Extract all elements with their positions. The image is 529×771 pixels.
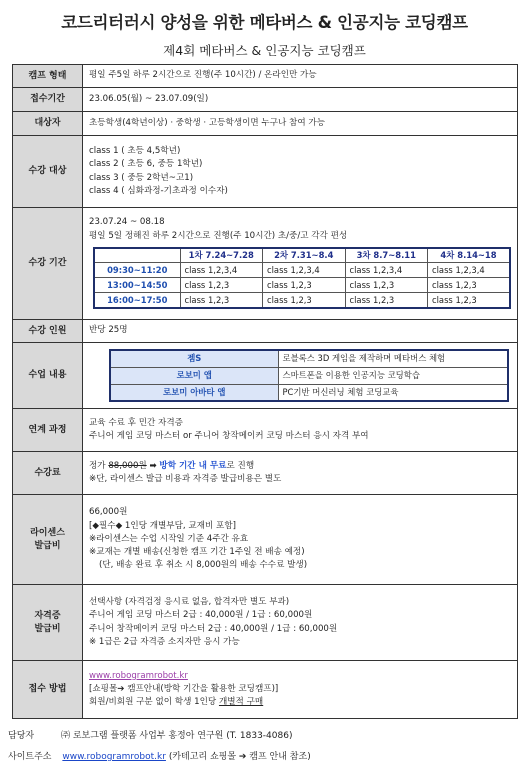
schedule-cell: class 1,2,3,4 (180, 263, 263, 278)
target-value: 초등학생(4학년이상) · 중학생 · 고등학생이면 누구나 참여 가능 (89, 117, 325, 128)
class-item: class 2 ( 초등 6, 중등 1학년) (89, 159, 203, 170)
schedule-header: 2차 7.31~8.4 (263, 248, 346, 263)
schedule-table (93, 247, 511, 309)
schedule-row (94, 293, 510, 308)
form-value: 평일 주5일 하루 2시간으로 진행(주 10시간) / 온라인만 가능 (89, 70, 317, 81)
cert-line: 선택사항 (자격검정 응시료 없음, 합격자만 별도 부과) (89, 596, 290, 607)
license-line: (단, 배송 완료 후 취소 시 8,000원의 배송 수수료 발생) (99, 560, 308, 571)
cert-label-line: 발급비 (34, 623, 61, 634)
apply-label: 접수 방법 (13, 661, 83, 719)
fee-suffix: 로 진행 (226, 460, 255, 471)
license-line: [◆필수◆ 1인당 개별부담, 교재비 포함] (89, 520, 236, 531)
schedule-cell: class 1,2,3 (428, 293, 511, 308)
apply-line-underlined: 개별적 구매 (218, 697, 264, 708)
license-label-line: 발급비 (34, 540, 61, 551)
site-link[interactable]: www.robogramrobot.kr (62, 752, 166, 762)
license-line: ※라이센스는 수업 시작일 기준 4주간 유효 (89, 533, 249, 544)
apply-line (89, 696, 511, 709)
cert-label (13, 585, 83, 661)
fee-original-price: 88,000원 (108, 460, 147, 471)
period-label: 접수기간 (13, 88, 83, 112)
contact-value: ㈜ 로보그램 플랫폼 사업부 홍정아 연구원 (T. 1833-4086) (60, 731, 293, 741)
capacity-label: 수강 인원 (13, 320, 83, 343)
schedule-cell: class 1,2,3,4 (345, 263, 428, 278)
schedule-header: 1차 7.24~7.28 (180, 248, 263, 263)
license-line: 66,000원 (89, 507, 128, 518)
linked-line: 교육 수료 후 민간 자격증 (89, 417, 183, 428)
schedule-label: 수강 기간 (13, 208, 83, 320)
capacity-value: 반당 25명 (89, 325, 128, 336)
schedule-cell: class 1,2,3 (263, 278, 346, 293)
fee-free-highlight: 방학 기간 내 무료 (159, 460, 227, 471)
class-item: class 3 ( 중등 2학년~고1) (89, 172, 194, 183)
site-note: (카테고리 쇼핑몰 ➔ 캠프 안내 참조) (168, 752, 311, 762)
content-row (110, 367, 508, 384)
content-name: 젬S (110, 350, 278, 367)
apply-line-text: 회원/비회원 구분 없이 학생 1인당 (89, 697, 219, 708)
apply-site-link[interactable]: www.robogramrobot.kr (89, 670, 188, 681)
content-row (110, 384, 508, 401)
schedule-cell: class 1,2,3 (263, 293, 346, 308)
license-label (13, 495, 83, 585)
apply-line: [쇼핑몰➔ 캠프안내(방학 기간을 활용한 코딩캠프)] (89, 683, 279, 694)
cert-line: ※ 1급은 2급 자격증 소지자만 응시 가능 (89, 636, 240, 647)
site-label: 사이트주소 (8, 752, 52, 762)
schedule-cell: class 1,2,3,4 (263, 263, 346, 278)
content-row (110, 350, 508, 367)
fee-prefix: 정가 (89, 460, 106, 471)
schedule-row (94, 263, 510, 278)
content-table (109, 349, 509, 402)
schedule-corner (94, 248, 180, 263)
content-desc: 스마트폰을 이용한 인공지능 코딩학습 (278, 367, 508, 384)
class-item: class 1 ( 초등 4,5학년) (89, 145, 181, 156)
camp-info-table (12, 64, 518, 719)
content-name: 로보미 앱 (110, 367, 278, 384)
schedule-dates: 23.07.24 ~ 08.18 (89, 217, 165, 228)
linked-line: 주니어 게임 코딩 마스터 or 주니어 창작메이커 코딩 마스터 응시 자격 부여 (89, 431, 369, 441)
content-desc: 로블록스 3D 게임을 제작하며 메타버스 체험 (278, 350, 508, 367)
schedule-time: 16:00~17:50 (94, 293, 180, 308)
contact-label: 담당자 (8, 731, 35, 741)
fee-note: ※단, 라이센스 발급 비용과 자격증 발급비용은 별도 (89, 474, 282, 484)
schedule-cell: class 1,2,3 (180, 293, 263, 308)
page-subtitle: 제4회 메타버스 & 인공지능 코딩캠프 (163, 43, 366, 58)
schedule-cell: class 1,2,3 (345, 278, 428, 293)
content-label: 수업 내용 (13, 343, 83, 409)
schedule-time: 13:00~14:50 (94, 278, 180, 293)
page-title: 코드리터러시 양성을 위한 메타버스 & 인공지능 코딩캠프 (61, 13, 468, 32)
schedule-cell: class 1,2,3,4 (428, 263, 511, 278)
cert-line: 주니어 창작메이커 코딩 마스터 2급 : 40,000원 / 1급 : 60,000원 (89, 623, 338, 634)
content-desc: PC기반 머신러닝 체험 코딩교육 (278, 384, 508, 401)
classes-list (83, 136, 518, 208)
linked-label: 연계 과정 (13, 409, 83, 452)
schedule-cell: class 1,2,3 (180, 278, 263, 293)
fee-line (89, 460, 511, 473)
footer-site (8, 749, 311, 762)
cert-label-line: 자격증 (34, 611, 61, 622)
form-label: 캠프 형태 (13, 65, 83, 88)
period-value: 23.06.05(월) ~ 23.07.09(일) (89, 93, 209, 104)
schedule-row (94, 278, 510, 293)
schedule-header: 3차 8.7~8.11 (345, 248, 428, 263)
classes-label: 수강 대상 (13, 136, 83, 208)
schedule-cell: class 1,2,3 (345, 293, 428, 308)
license-label-line: 라이센스 (30, 528, 65, 539)
content-name: 로보미 아바타 앱 (110, 384, 278, 401)
cert-line: 주니어 게임 코딩 마스터 2급 : 40,000원 / 1급 : 60,000원 (89, 610, 313, 621)
fee-label: 수강료 (13, 452, 83, 495)
schedule-time: 09:30~11:20 (94, 263, 180, 278)
schedule-header: 4차 8.14~18 (428, 248, 511, 263)
target-label: 대상자 (13, 112, 83, 136)
schedule-desc: 평일 5일 정해진 하루 2시간으로 진행(주 10시간) 초/중/고 각각 편성 (89, 230, 348, 241)
class-item: class 4 ( 심화과정-기초과정 이수자) (89, 185, 228, 196)
footer-contact (8, 728, 292, 741)
license-line: ※교재는 개별 배송(신청한 캠프 기간 1주일 전 배송 예정) (89, 547, 305, 558)
arrow-right-icon: ➡ (149, 460, 157, 471)
schedule-cell: class 1,2,3 (428, 278, 511, 293)
